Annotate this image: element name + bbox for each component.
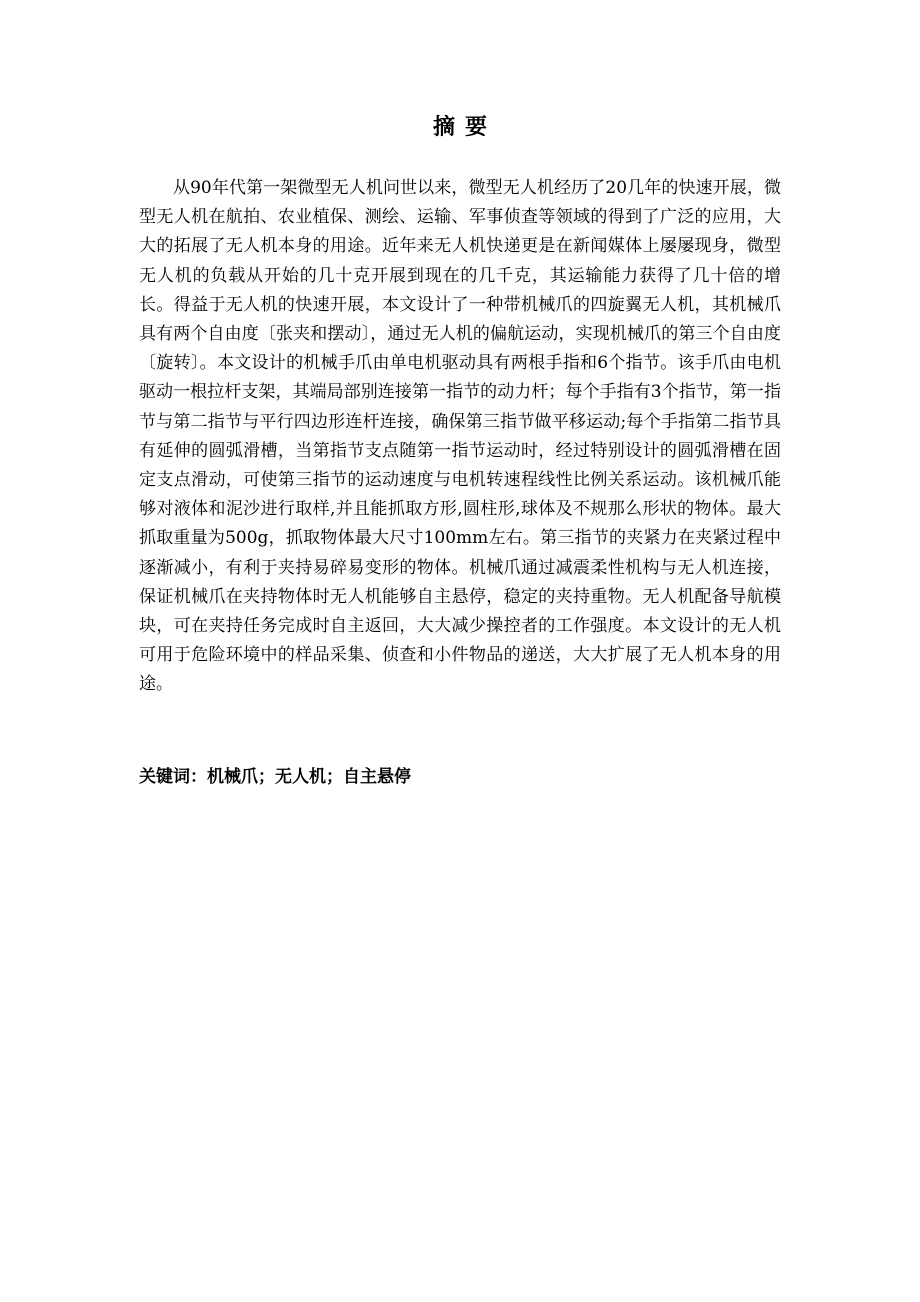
abstract-paragraph: 从90年代第一架微型无人机问世以来，微型无人机经历了20几年的快速开展，微型无人机在航拍、农业植保、测绘、运输、军事侦查等领域的得到了广泛的应用，大大的拓展了无人机本身的用途。近年来无人机快递更是在新闻媒体上屡屡现身，微型无人机的负载从开始的几十克开展到现在的几千克，其运输能力获得了几十倍的增长。得益于无人机的快速开展，本文设计了一种带机械爪的四旋翼无人机，其机械爪具有两个自由度〔张夹和摆动〕，通过无人机的偏航运动，实现机械爪的第三个自由度〔旋转〕。本文设计的机械手爪由单电机驱动具有两根手指和6个指节。该手爪由电机驱动一根拉杆支架，其端局部别连接第一指节的动力杆；每个手指有3个指节，第一指节与第二指节与平行四边形连杆连接，确保第三指节做平移运动;每个手指第二指节具有延伸的圆弧滑槽，当第指节支点随第一指节运动时，经过特别设计的圆弧滑槽在固定支点滑动，可使第三指节的运动速度与电机转速程线性比例关系运动。该机械爪能够对液体和泥沙进行取样,并且能抓取方形,圆柱形,球体及不规那么形状的物体。最大抓取重量为500g，抓取物体最大尺寸100mm左右。第三指节的夹紧力在夹紧过程中逐渐减小，有利于夹持易碎易变形的物体。机械爪通过减震柔性机构与无人机连接，保证机械爪在夹持物体时无人机能够自主悬停，稳定的夹持重物。无人机配备导航模块，可在夹持任务完成时自主返回，大大减少操控者的工作强度。本文设计的无人机可用于危险环境中的样品采集、侦查和小件物品的递送，大大扩展了无人机本身的用途。 bbox=[139, 178, 781, 695]
page-title: 摘要 bbox=[432, 115, 497, 140]
keywords-line: 关键词：机械爪；无人机；自主悬停 bbox=[139, 767, 411, 787]
